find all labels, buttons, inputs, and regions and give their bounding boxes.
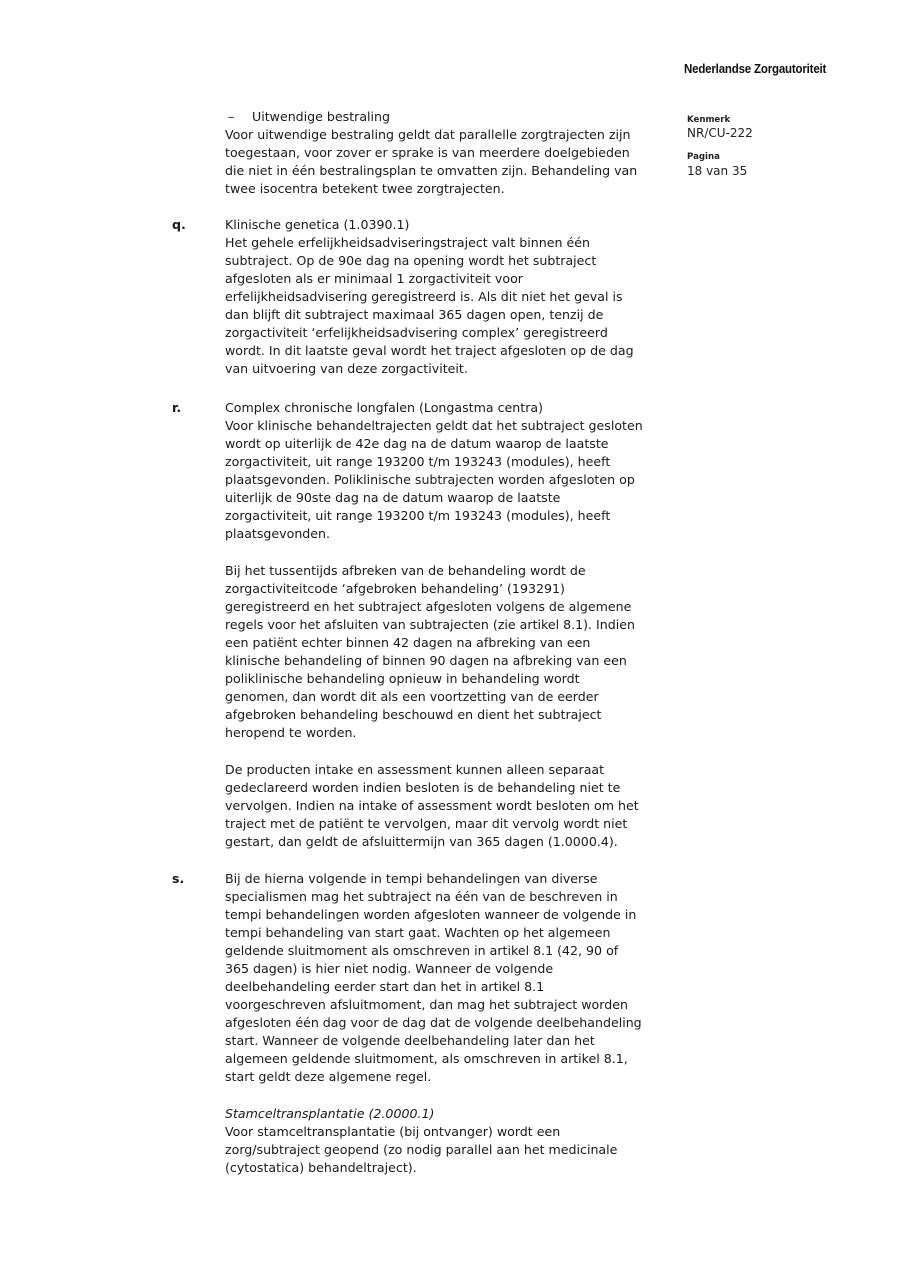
intro-line: twee isocentra betekent twee zorgtrajecten. bbox=[225, 181, 505, 196]
paragraph-line: Bij het tussentijds afbreken van de behandeling wordt de bbox=[225, 563, 586, 578]
paragraph-line: zorgactiviteit, uit range 193200 t/m 193243 (modules), heeft bbox=[225, 454, 611, 469]
paragraph-line: zorg/subtraject geopend (zo nodig parallel aan het medicinale bbox=[225, 1142, 618, 1157]
intro-line: die niet in één bestralingsplan te omvatten zijn. Behandeling van bbox=[225, 163, 638, 178]
subsection-title: Stamceltransplantatie (2.0000.1) bbox=[225, 1106, 435, 1121]
paragraph-line: Voor stamceltransplantatie (bij ontvanger) wordt een bbox=[225, 1124, 561, 1139]
paragraph-line: afgesloten als er minimaal 1 zorgactiviteit voor bbox=[225, 271, 523, 286]
paragraph-line: Bij de hierna volgende in tempi behandelingen van diverse bbox=[225, 871, 598, 886]
paragraph-line: De producten intake en assessment kunnen alleen separaat bbox=[225, 762, 605, 777]
section-marker: q. bbox=[172, 217, 186, 232]
kenmerk-label: Kenmerk bbox=[687, 115, 731, 125]
kenmerk-value: NR/CU-222 bbox=[687, 126, 753, 140]
paragraph-line: erfelijkheidsadvisering geregistreerd is. Als dit niet het geval is bbox=[225, 289, 623, 304]
section-marker: r. bbox=[172, 400, 182, 415]
section-marker: s. bbox=[172, 871, 185, 886]
paragraph-line: afgebroken behandeling beschouwd en dient het subtraject bbox=[225, 707, 602, 722]
paragraph-line: algemeen geldende sluitmoment, als omschreven in artikel 8.1, bbox=[225, 1051, 628, 1066]
paragraph-line: zorgactiviteit ‘erfelijkheidsadvisering complex’ geregistreerd bbox=[225, 325, 608, 340]
paragraph-line: een patiënt echter binnen 42 dagen na afbreking van een bbox=[225, 635, 591, 650]
paragraph-line: wordt. In dit laatste geval wordt het traject afgesloten op de dag bbox=[225, 343, 634, 358]
paragraph-line: specialismen mag het subtraject na één van de beschreven in bbox=[225, 889, 618, 904]
paragraph-line: tempi behandeling van start gaat. Wachten op het algemeen bbox=[225, 925, 611, 940]
paragraph-line: wordt op uiterlijk de 42e dag na de datum waarop de laatste bbox=[225, 436, 609, 451]
paragraph-line: van uitvoering van deze zorgactiviteit. bbox=[225, 361, 468, 376]
dash-bullet: – bbox=[228, 109, 235, 124]
paragraph-line: traject met de patiënt te vervolgen, maar dit vervolg wordt niet bbox=[225, 816, 628, 831]
intro-subheading: Uitwendige bestraling bbox=[252, 109, 391, 124]
paragraph-line: afgesloten één dag voor de dag dat de volgende deelbehandeling bbox=[225, 1015, 642, 1030]
paragraph-line: Het gehele erfelijkheidsadviseringstraject valt binnen één bbox=[225, 235, 590, 250]
paragraph-line: Voor klinische behandeltrajecten geldt dat het subtraject gesloten bbox=[225, 418, 643, 433]
paragraph-line: dan blijft dit subtraject maximaal 365 dagen open, tenzij de bbox=[225, 307, 604, 322]
paragraph-line: deelbehandeling eerder start dan het in artikel 8.1 bbox=[225, 979, 545, 994]
intro-line: toegestaan, voor zover er sprake is van meerdere doelgebieden bbox=[225, 145, 630, 160]
section-title: Klinische genetica (1.0390.1) bbox=[225, 217, 410, 232]
pagina-label: Pagina bbox=[687, 152, 720, 162]
paragraph-line: poliklinische behandeling opnieuw in behandeling wordt bbox=[225, 671, 580, 686]
paragraph-line: plaatsgevonden. bbox=[225, 526, 331, 541]
paragraph-line: start geldt deze algemene regel. bbox=[225, 1069, 432, 1084]
paragraph-line: (cytostatica) behandeltraject). bbox=[225, 1160, 417, 1175]
paragraph-line: genomen, dan wordt dit als een voortzetting van de eerder bbox=[225, 689, 599, 704]
paragraph-line: regels voor het afsluiten van subtrajecten (zie artikel 8.1). Indien bbox=[225, 617, 635, 632]
paragraph-line: gestart, dan geldt de afsluittermijn van 365 dagen (1.0000.4). bbox=[225, 834, 618, 849]
paragraph-line: klinische behandeling of binnen 90 dagen na afbreking van een bbox=[225, 653, 627, 668]
paragraph-line: uiterlijk de 90ste dag na de datum waarop de laatste bbox=[225, 490, 561, 505]
paragraph-line: zorgactiviteitcode ‘afgebroken behandeling’ (193291) bbox=[225, 581, 565, 596]
section-title: Complex chronische longfalen (Longastma centra) bbox=[225, 400, 544, 415]
paragraph-line: start. Wanneer de volgende deelbehandeling later dan het bbox=[225, 1033, 595, 1048]
pagina-value: 18 van 35 bbox=[687, 164, 748, 178]
intro-line: Voor uitwendige bestraling geldt dat parallelle zorgtrajecten zijn bbox=[225, 127, 631, 142]
paragraph-line: gedeclareerd worden indien besloten is de behandeling niet te bbox=[225, 780, 621, 795]
paragraph-line: tempi behandelingen worden afgesloten wanneer de volgende in bbox=[225, 907, 637, 922]
paragraph-line: vervolgen. Indien na intake of assessment wordt besloten om het bbox=[225, 798, 639, 813]
organization-name: Nederlandse Zorgautoriteit bbox=[684, 62, 827, 76]
paragraph-line: geldende sluitmoment als omschreven in artikel 8.1 (42, 90 of bbox=[225, 943, 619, 958]
paragraph-line: plaatsgevonden. Poliklinische subtrajecten worden afgesloten op bbox=[225, 472, 635, 487]
paragraph-line: zorgactiviteit, uit range 193200 t/m 193243 (modules), heeft bbox=[225, 508, 611, 523]
paragraph-line: heropend te worden. bbox=[225, 725, 357, 740]
paragraph-line: 365 dagen) is hier niet nodig. Wanneer de volgende bbox=[225, 961, 554, 976]
paragraph-line: voorgeschreven afsluitmoment, dan mag het subtraject worden bbox=[225, 997, 628, 1012]
paragraph-line: geregistreerd en het subtraject afgesloten volgens de algemene bbox=[225, 599, 632, 614]
paragraph-line: subtraject. Op de 90e dag na opening wordt het subtraject bbox=[225, 253, 597, 268]
